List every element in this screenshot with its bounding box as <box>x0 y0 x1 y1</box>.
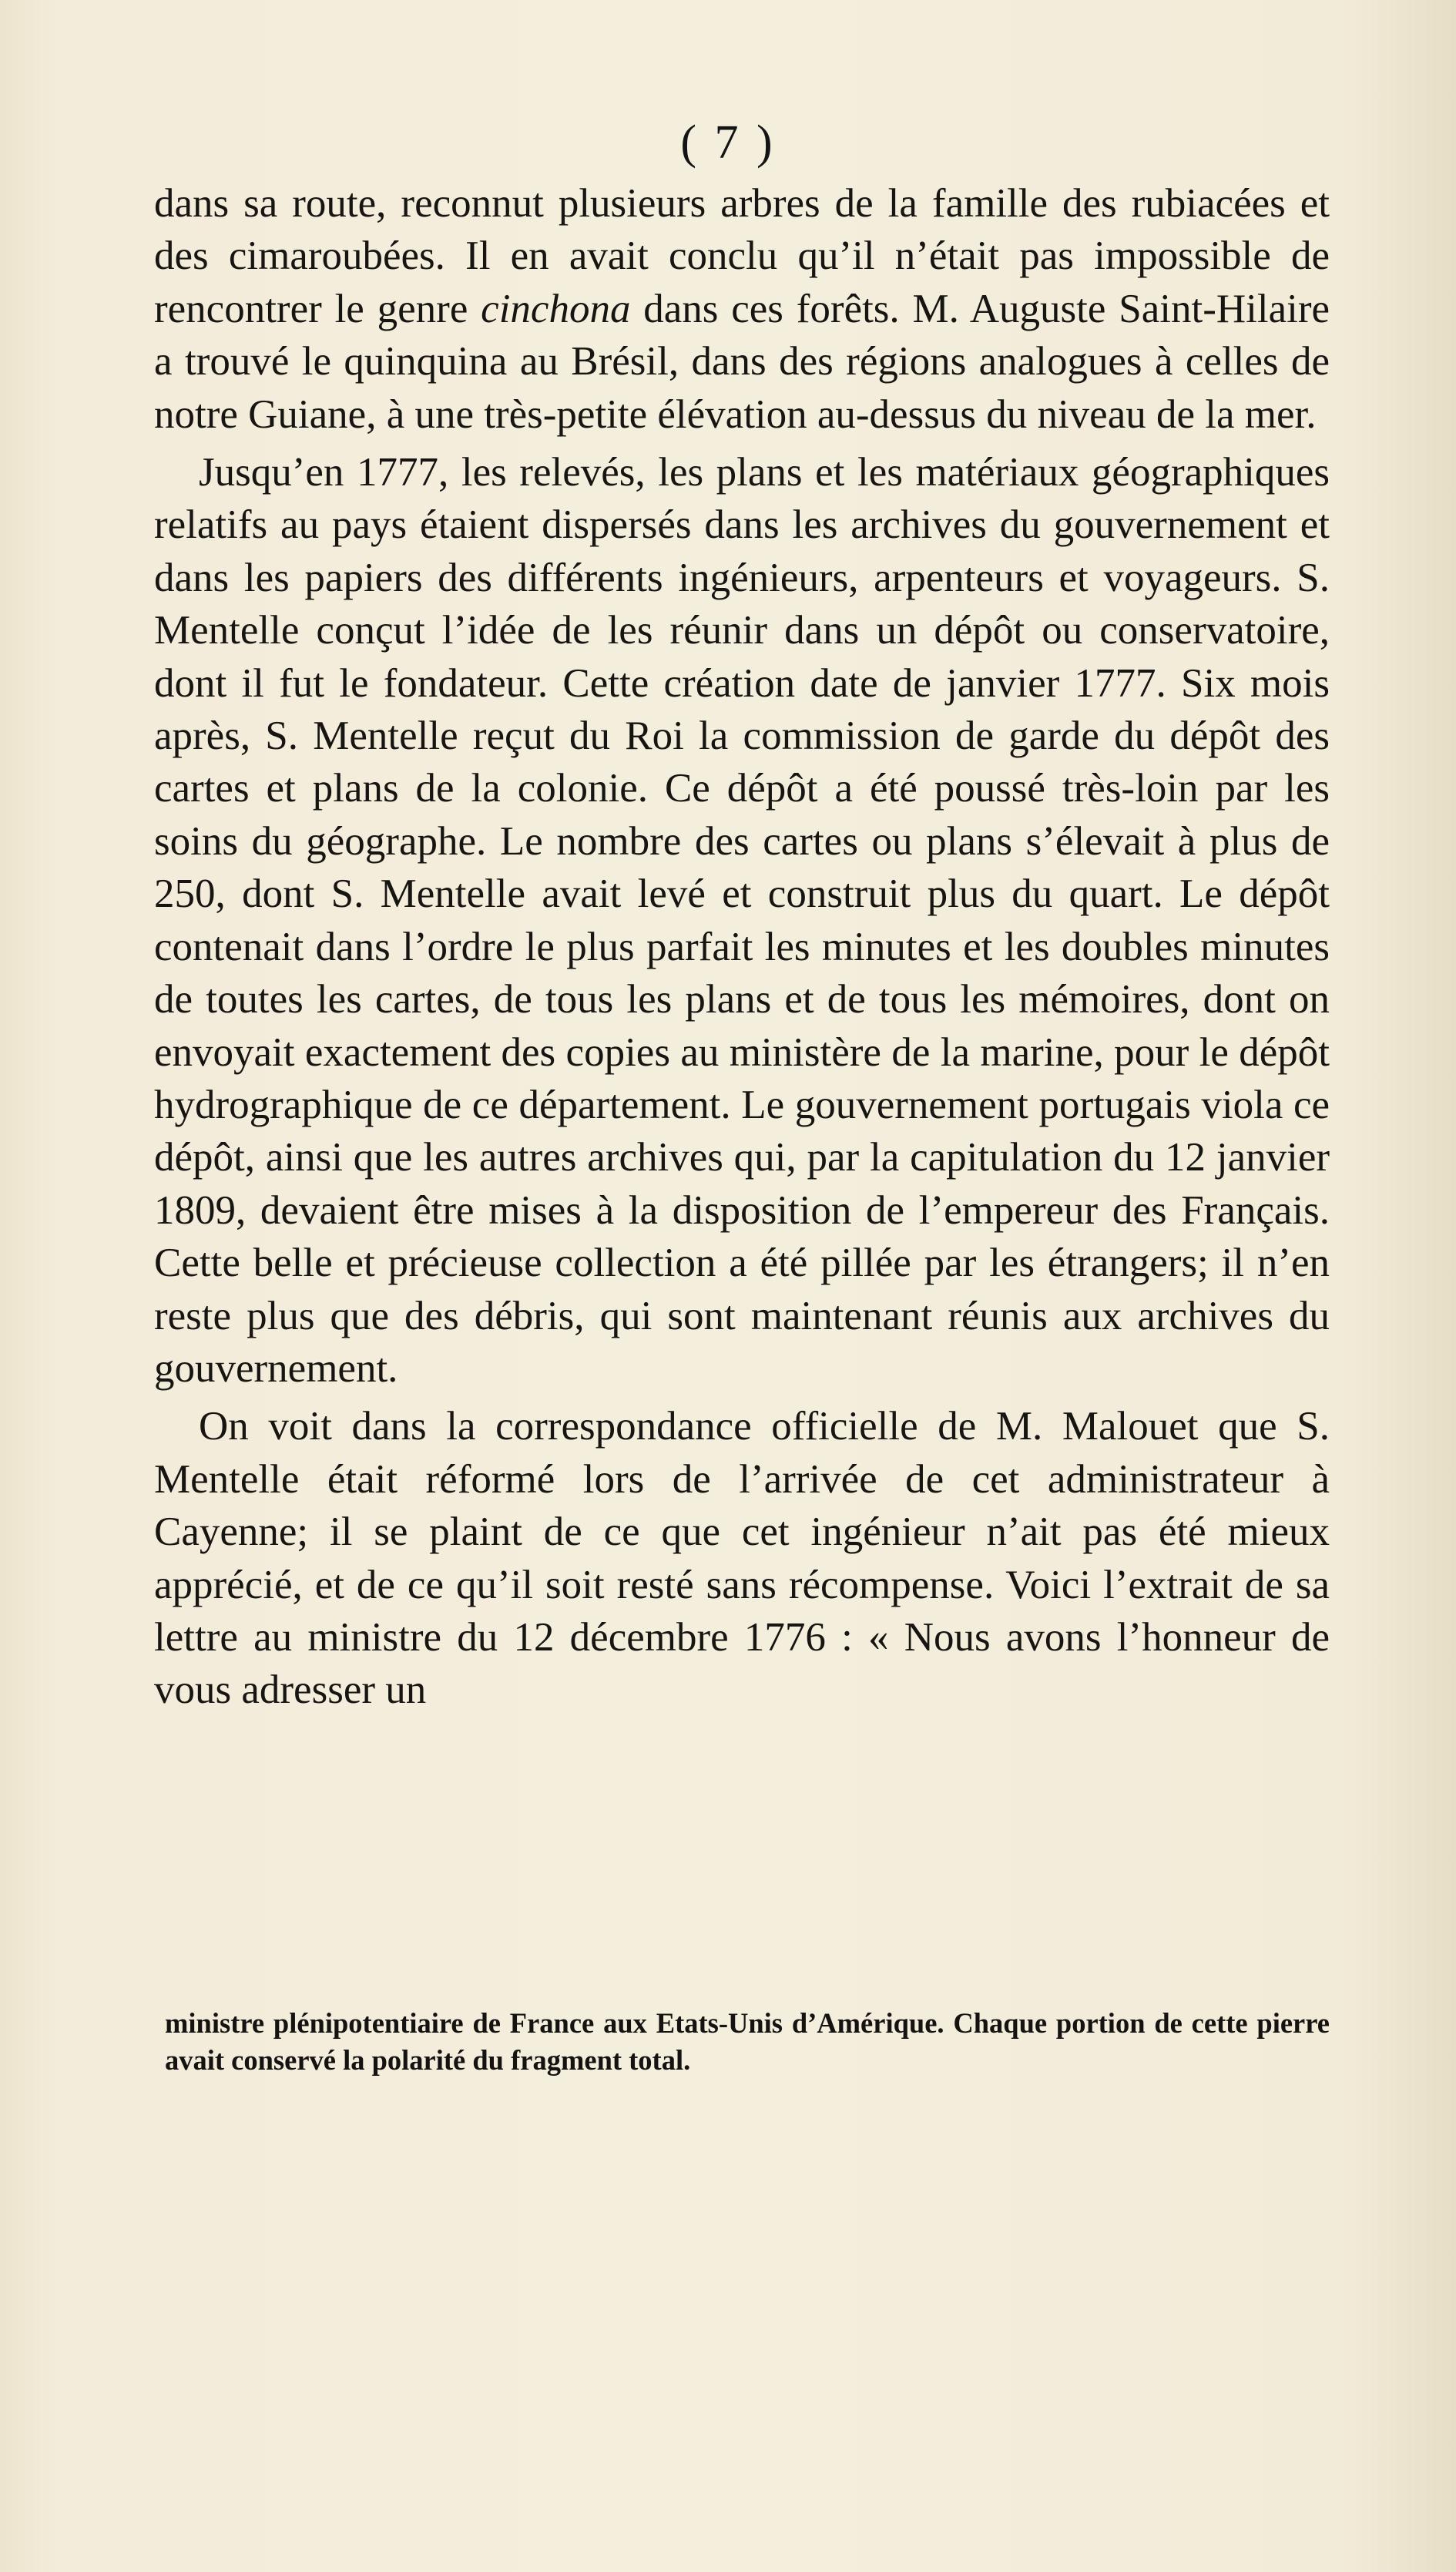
paragraph-3: On voit dans la correspondance officielle de M. Malouet que S. Mentelle était réformé lors de l’arrivée de cet administrateur à Cayenne; il se plaint de ce que cet ingénieur n’ait pas été mieux apprécié, et de ce qu’il soit resté sans récompense. Voici l’extrait de sa lettre au ministre du 12 décembre 1776 : « Nous avons l’honneur de vous adresser un <box>154 1404 1330 1713</box>
paragraph-1 <box>154 177 1330 441</box>
paragraph-2: Jusqu’en 1777, les relevés, les plans et les matériaux géographiques relatifs au pays étaient dispersés dans les archives du gouvernement et dans les papiers des différents ingénieurs, arpenteurs et voyageurs. S. Mentelle conçut l’idée de les réunir dans un dépôt ou conservatoire, dont il fut le fondateur. Cette création date de janvier 1777. Six mois après, S. Mentelle reçut du Roi la commission de garde du dépôt des cartes et plans de la colonie. Ce dépôt a été poussé très-loin par les soins du géographe. Le nombre des cartes ou plans s’élevait à plus de 250, dont S. Mentelle avait levé et construit plus du quart. Le dépôt contenait dans l’ordre le plus parfait les minutes et les doubles minutes de toutes les cartes, de tous les plans et de tous les mémoires, dont on envoyait exactement des copies au ministère de la marine, pour le dépôt hydrographique de ce département. Le gouvernement portugais viola ce dépôt, ainsi que les autres archives qui, par la capitulation du 12 janvier 1809, devaient être mises à la disposition de l’empereur des Français. Cette belle et précieuse collection a été pillée par les étrangers; il n’en reste plus que des débris, qui sont maintenant réunis aux archives du gouvernement. <box>154 450 1330 1391</box>
paragraph-1-text-a: dans sa route, reconnut plusieurs arbres de la famille des rubiacées et des cimaroubées. Il en avait conclu qu’il n’était pas impossible de rencontrer le genre <box>154 181 1330 331</box>
footnote: ministre plénipotentiaire de France aux Etats-Unis d’Amérique. Chaque portion de cette pierre avait conservé la polarité du fragment total. <box>165 2007 1330 2076</box>
page-number: ( 7 ) <box>680 116 776 169</box>
main-text <box>154 177 1330 1722</box>
italic-genus-name: cinchona <box>481 286 631 331</box>
paragraph-1-text-b: dans ces forêts. M. Auguste Saint-Hilaire a trouvé le quinquina au Brésil, dans des régions analogues à celles de notre Guiane, à une très-petite élévation au-dessus du niveau de la mer. <box>154 286 1330 437</box>
